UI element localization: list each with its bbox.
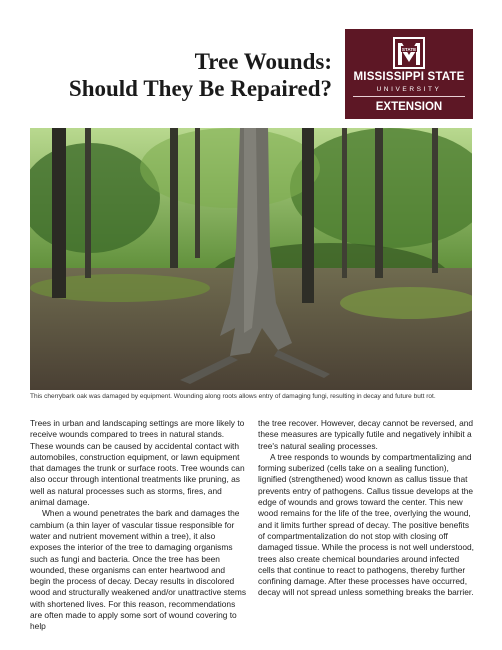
logo-divider <box>353 96 465 97</box>
page-title-line-2: Should They Be Repaired? <box>68 76 332 101</box>
page-title-line-1: Tree Wounds: <box>194 49 332 74</box>
msu-m-logo-icon <box>392 35 426 71</box>
forest-photo <box>30 128 472 390</box>
title-block <box>40 48 332 102</box>
logo-extension: EXTENSION <box>375 101 443 113</box>
body-column-left <box>30 418 246 633</box>
msu-extension-logo <box>345 29 473 119</box>
paragraph-3: A tree responds to wounds by compartmentalizing and forming suberized (cells take on a sealing function), lignified (strengthened) wood known as callus tissue that prevents entry of pathogens. Callus tissue develops at the edge of wounds and grows toward the center. This new wood remains for the life of the tree, overlying the wound, and it limits further spread of decay. The positive benefits of compartmentalization do not stop with closing off damaged tissue. While the process is not well understood, trees also create chemical boundaries around infected cells that continue to react to pathogens, thereby further confining damage. After these processes have occurred, decay will not spread unless something breaks the barrier. <box>258 451 475 598</box>
paragraph-2: When a wound penetrates the bark and damages the cambium (a thin layer of vascular tissue responsible for water and nutrient movement within a tree), it also exposes the interior of the tree to damaging organisms such as fungi and bacteria. Once the tree has been wounded, these organisms can enter heartwood and begin the process of decay. Decay results in discolored wood and structurally weakened and/or unattractive stems with shortened lives. For this reason, recommendations are often made to apply some sort of wound covering to help <box>30 508 247 632</box>
photo-caption: This cherrybark oak was damaged by equipment. Wounding along roots allows entry of damaging fungi, resulting in decay and future butt rot. <box>30 393 436 400</box>
body-column-right <box>258 418 474 599</box>
forest-photo-illustration <box>30 128 472 390</box>
paragraph-2-continued: the tree recover. However, decay cannot be reversed, and these measures are typically futile and negatively inhibit a tree's natural sealing processes. <box>258 418 474 451</box>
logo-university-name: MISSISSIPPI STATE <box>353 71 465 83</box>
svg-text:STATE: STATE <box>401 46 417 52</box>
logo-university-word: UNIVERSITY <box>376 86 442 93</box>
paragraph-1: Trees in urban and landscaping settings are more likely to receive wounds compared to trees in natural stands. These wounds can be caused by accidental contact with automobiles, construction equipment, or lawn equipment that damages the trunk or surface roots. Tree wounds can also occur through intentional treatments like pruning, as well as natural processes such as storms, fires, and animal damage. <box>30 418 245 508</box>
